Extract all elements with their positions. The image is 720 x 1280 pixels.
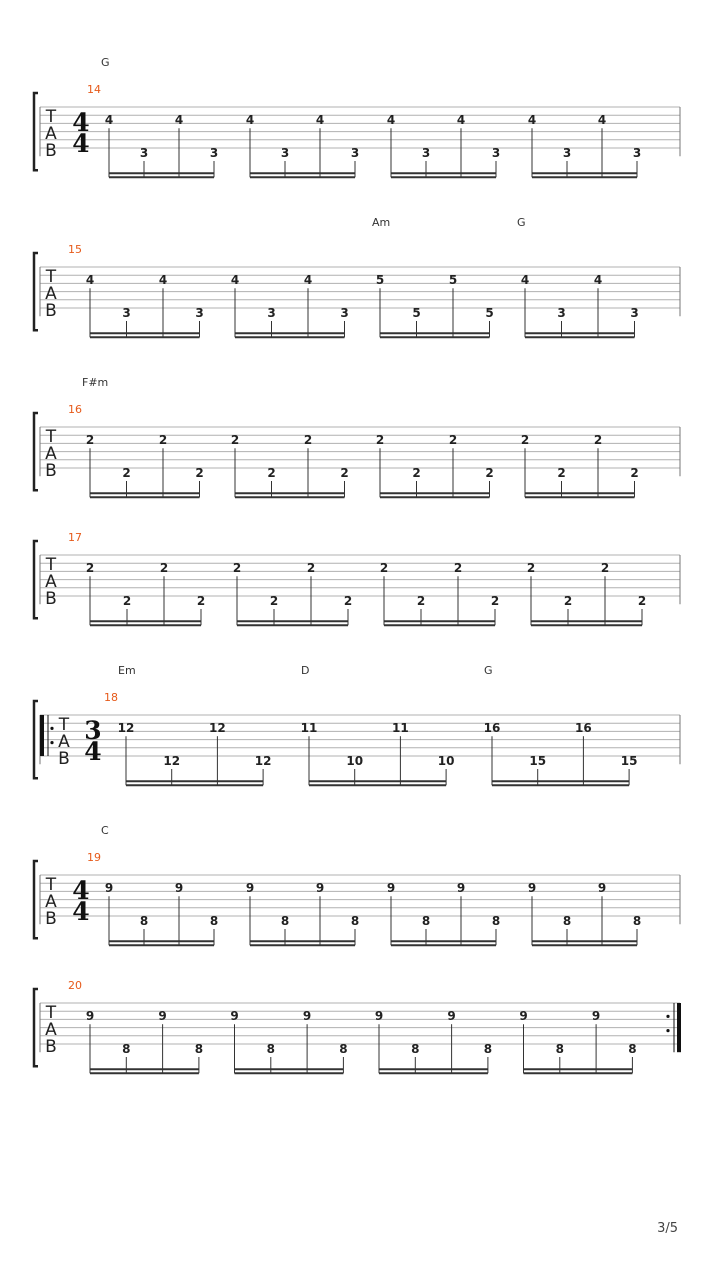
tab-clef-letter: A (45, 444, 57, 464)
fret-number: 3 (139, 146, 149, 160)
repeat-dot (666, 1015, 669, 1018)
fret-number: 2 (453, 561, 463, 576)
fret-number: 3 (267, 306, 276, 320)
fret-number: 3 (280, 146, 290, 160)
fret-number: 4 (527, 113, 537, 128)
fret-number: 12 (163, 754, 181, 768)
fret-number: 2 (158, 433, 168, 448)
fret-number: 4 (245, 113, 255, 128)
fret-number: 2 (600, 561, 610, 576)
tab-clef-letter: A (45, 892, 57, 912)
tab-clef-letter: A (58, 732, 70, 752)
fret-number: 3 (557, 306, 566, 320)
fret-number: 8 (280, 914, 290, 928)
fret-number: 2 (230, 433, 240, 448)
tab-clef-letter: T (45, 875, 57, 895)
fret-number: 9 (597, 881, 607, 896)
page-number: 3/5 (657, 1221, 678, 1236)
fret-number: 4 (593, 273, 603, 288)
fret-number: 9 (245, 881, 255, 896)
tab-clef-letter: T (45, 427, 57, 447)
fret-number: 8 (628, 1042, 637, 1056)
fret-number: 2 (630, 466, 639, 480)
fret-number: 2 (159, 561, 169, 576)
fret-number: 3 (630, 306, 639, 320)
tab-clef-letter: B (58, 749, 70, 769)
fret-number: 8 (491, 914, 501, 928)
fret-number: 9 (447, 1009, 456, 1024)
tab-clef-letter: B (45, 461, 57, 481)
system-bracket (34, 93, 38, 170)
fret-number: 9 (519, 1009, 528, 1024)
chord-symbol: G (517, 216, 526, 229)
fret-number: 8 (266, 1042, 275, 1056)
time-signature-top: 4 (72, 876, 90, 905)
fret-number: 9 (374, 1009, 384, 1024)
fret-number: 11 (392, 721, 409, 736)
measure-number: 15 (68, 243, 82, 256)
fret-number: 2 (490, 594, 500, 608)
repeat-end-thick-bar (677, 1003, 681, 1052)
fret-number: 4 (597, 113, 607, 128)
fret-number: 10 (346, 754, 364, 768)
fret-number: 4 (520, 273, 530, 288)
fret-number: 4 (174, 113, 184, 128)
system-bracket (34, 541, 38, 618)
fret-number: 2 (416, 594, 426, 608)
fret-number: 8 (483, 1042, 493, 1056)
fret-number: 8 (632, 914, 642, 928)
fret-number: 8 (194, 1042, 204, 1056)
repeat-dot (50, 741, 53, 744)
fret-number: 4 (456, 113, 466, 128)
fret-number: 2 (526, 561, 536, 576)
fret-number: 12 (254, 754, 272, 768)
chord-symbol: G (484, 664, 493, 677)
tab-clef-letter: B (45, 589, 57, 609)
fret-number: 8 (421, 914, 431, 928)
fret-number: 2 (122, 594, 132, 608)
fret-number: 2 (637, 594, 647, 608)
fret-number: 3 (195, 306, 204, 320)
chord-symbol: C (101, 824, 109, 837)
fret-number: 2 (485, 466, 494, 480)
fret-number: 9 (315, 881, 325, 896)
fret-number: 8 (411, 1042, 420, 1056)
fret-number: 16 (575, 721, 592, 736)
fret-number: 2 (557, 466, 566, 480)
fret-number: 8 (339, 1042, 348, 1056)
tab-clef-letter: T (45, 107, 57, 127)
fret-number: 9 (527, 881, 537, 896)
fret-number: 5 (485, 306, 494, 320)
tab-clef-letter: A (45, 1020, 57, 1040)
measure-number: 16 (68, 403, 82, 416)
fret-number: 9 (158, 1009, 167, 1024)
chord-symbol: F#m (82, 376, 109, 389)
repeat-dot (666, 1029, 669, 1032)
fret-number: 8 (562, 914, 572, 928)
fret-number: 2 (412, 466, 421, 480)
fret-number: 8 (139, 914, 149, 928)
fret-number: 3 (340, 306, 349, 320)
fret-number: 9 (230, 1009, 239, 1024)
measure-number: 19 (87, 851, 101, 864)
fret-number: 9 (591, 1009, 601, 1024)
fret-number: 3 (350, 146, 360, 160)
system-bracket (34, 253, 38, 330)
repeat-dot (50, 727, 53, 730)
fret-number: 3 (122, 306, 131, 320)
fret-number: 2 (593, 433, 603, 448)
tab-clef-letter: A (45, 284, 57, 304)
fret-number: 5 (412, 306, 421, 320)
time-signature-bottom: 4 (84, 737, 102, 766)
fret-number: 10 (437, 754, 455, 768)
fret-number: 8 (555, 1042, 564, 1056)
fret-number: 2 (343, 594, 353, 608)
fret-number: 2 (306, 561, 316, 576)
fret-number: 2 (195, 466, 204, 480)
chord-symbol: Am (372, 216, 391, 229)
chord-symbol: Em (118, 664, 136, 677)
measure-number: 14 (87, 83, 101, 96)
fret-number: 3 (209, 146, 219, 160)
tab-clef-letter: B (45, 301, 57, 321)
chord-symbol: G (101, 56, 110, 69)
fret-number: 2 (267, 466, 276, 480)
fret-number: 2 (269, 594, 279, 608)
tab-clef-letter: T (58, 715, 70, 735)
fret-number: 2 (196, 594, 206, 608)
chord-symbol: D (301, 664, 310, 677)
fret-number: 11 (300, 721, 318, 736)
fret-number: 2 (85, 561, 95, 576)
fret-number: 8 (209, 914, 219, 928)
fret-number: 4 (104, 113, 114, 128)
system-bracket (34, 413, 38, 490)
fret-number: 12 (117, 721, 135, 736)
fret-number: 15 (529, 754, 547, 768)
tab-clef-letter: B (45, 1037, 57, 1057)
fret-number: 9 (104, 881, 114, 896)
fret-number: 4 (230, 273, 240, 288)
system-bracket (34, 701, 38, 778)
fret-number: 2 (340, 466, 349, 480)
tab-clef-letter: T (45, 267, 57, 287)
fret-number: 3 (421, 146, 431, 160)
fret-number: 3 (491, 146, 501, 160)
fret-number: 2 (122, 466, 131, 480)
fret-number: 16 (483, 721, 501, 736)
tab-clef-letter: T (45, 555, 57, 575)
tab-clef-letter: A (45, 124, 57, 144)
fret-number: 2 (379, 561, 389, 576)
fret-number: 2 (232, 561, 242, 576)
fret-number: 4 (158, 273, 168, 288)
fret-number: 8 (350, 914, 360, 928)
tab-clef-letter: B (45, 141, 57, 161)
fret-number: 5 (448, 273, 458, 288)
time-signature-top: 3 (84, 716, 102, 745)
fret-number: 4 (303, 273, 313, 288)
tab-clef-letter: B (45, 909, 57, 929)
tab-clef-letter: T (45, 1003, 57, 1023)
system-bracket (34, 989, 38, 1066)
fret-number: 9 (456, 881, 466, 896)
time-signature-top: 4 (72, 108, 90, 137)
fret-number: 2 (85, 433, 95, 448)
repeat-start-thick-bar (40, 715, 44, 756)
fret-number: 2 (375, 433, 385, 448)
fret-number: 9 (386, 881, 396, 896)
fret-number: 12 (209, 721, 226, 736)
fret-number: 4 (85, 273, 95, 288)
fret-number: 3 (562, 146, 572, 160)
time-signature-bottom: 4 (72, 129, 90, 158)
fret-number: 2 (520, 433, 530, 448)
system-bracket (34, 861, 38, 938)
fret-number: 15 (620, 754, 638, 768)
fret-number: 9 (302, 1009, 312, 1024)
fret-number: 2 (448, 433, 458, 448)
fret-number: 4 (386, 113, 396, 128)
fret-number: 2 (563, 594, 573, 608)
measure-number: 18 (104, 691, 118, 704)
tab-clef-letter: A (45, 572, 57, 592)
fret-number: 2 (303, 433, 313, 448)
fret-number: 3 (632, 146, 642, 160)
fret-number: 8 (122, 1042, 131, 1056)
fret-number: 9 (174, 881, 184, 896)
measure-number: 17 (68, 531, 82, 544)
measure-number: 20 (68, 979, 82, 992)
fret-number: 5 (375, 273, 385, 288)
fret-number: 4 (315, 113, 325, 128)
fret-number: 9 (85, 1009, 95, 1024)
time-signature-bottom: 4 (72, 897, 90, 926)
